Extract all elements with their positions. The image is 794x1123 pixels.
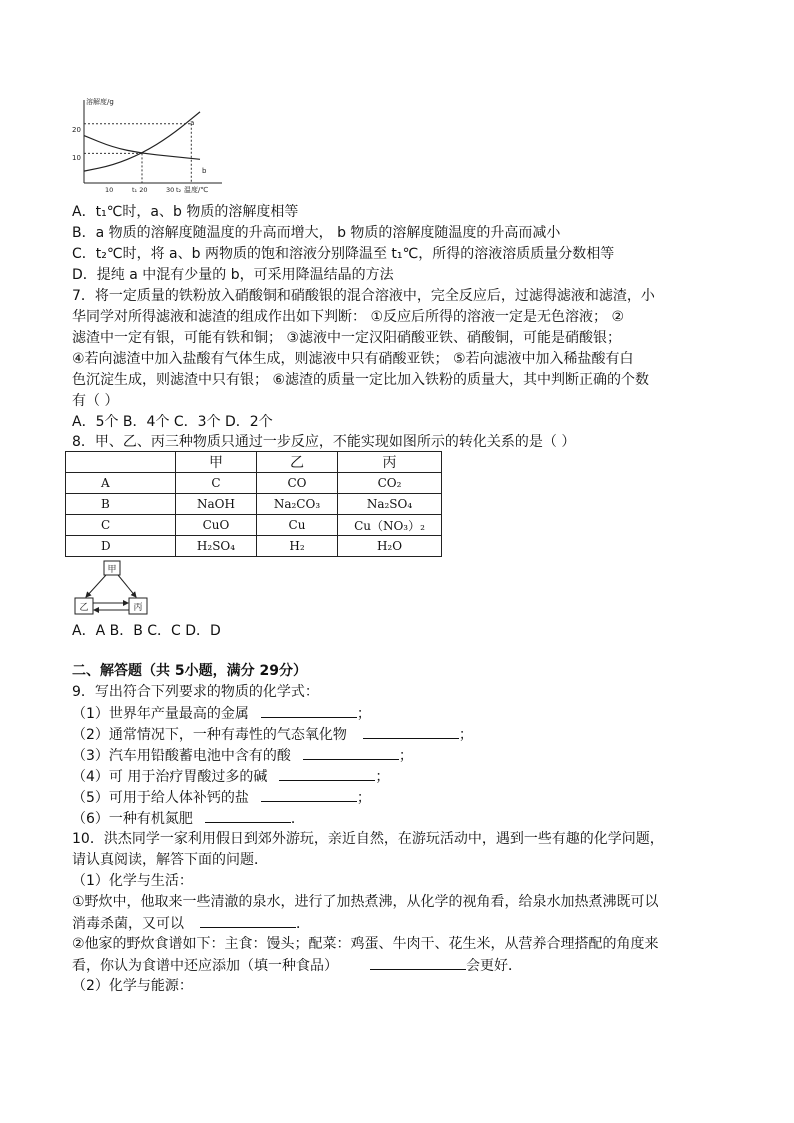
diagram-label-right: 丙 bbox=[133, 603, 143, 613]
table-cell: B bbox=[66, 494, 176, 515]
chart-ylabel: 溶解度/g bbox=[86, 98, 114, 106]
answer-blank[interactable] bbox=[205, 808, 291, 823]
q9-item-6 bbox=[72, 808, 305, 829]
table-row bbox=[66, 536, 442, 557]
table-header-row bbox=[66, 452, 442, 473]
table-header: 甲 bbox=[176, 452, 257, 473]
q7-line-3: 滤渣中一定有银，可能有铁和铜； ③滤液中一定汉阳硝酸亚铁、硝酸铜，可能是硝酸银； bbox=[72, 330, 621, 346]
answer-blank[interactable] bbox=[261, 703, 357, 718]
table-cell: D bbox=[66, 536, 176, 557]
q9-item-3 bbox=[72, 745, 413, 766]
q9-item-2 bbox=[72, 724, 473, 745]
q10-p2-end: 会更好． bbox=[466, 958, 522, 974]
q8-options: A．A B．B C．C D．D bbox=[72, 623, 221, 639]
chart-xtick-10: 10 bbox=[105, 186, 114, 194]
answer-blank[interactable] bbox=[370, 955, 466, 970]
q9-item-end: ； bbox=[375, 769, 390, 785]
q9-item-4 bbox=[72, 766, 389, 787]
chart-ytick-20: 20 bbox=[72, 126, 81, 134]
arrow-top-left bbox=[86, 575, 106, 597]
curve-b bbox=[84, 136, 200, 160]
q9-item-5 bbox=[72, 787, 371, 808]
q10-p1-text: 消毒杀菌，又可以 bbox=[72, 916, 184, 932]
diagram-label-top: 甲 bbox=[107, 565, 117, 575]
q10-p1-line-2 bbox=[72, 913, 310, 934]
q9-item-text: （2）通常情况下，一种有毒性的气态氧化物 bbox=[72, 727, 347, 743]
answer-blank[interactable] bbox=[279, 766, 375, 781]
answer-blank[interactable] bbox=[200, 913, 296, 928]
section-2-title: 二、解答题（共 5小题，满分 29分） bbox=[72, 663, 307, 679]
q6-option-b: B．a 物质的溶解度随温度的升高而增大， b 物质的溶解度随温度的升高而减小 bbox=[72, 225, 561, 241]
answer-blank[interactable] bbox=[303, 745, 399, 760]
curve-b-label: b bbox=[202, 167, 207, 175]
q10-p2-line-1: ②他家的野炊食谱如下：主食：馒头；配菜：鸡蛋、牛肉干、花生米，从营养合理搭配的角度来 bbox=[72, 936, 659, 952]
q9-item-text: （4）可 用于治疗胃酸过多的碱 bbox=[72, 769, 268, 785]
q9-item-end: ； bbox=[356, 790, 371, 806]
table-cell: Cu bbox=[257, 515, 338, 536]
conversion-table bbox=[65, 451, 442, 557]
table-cell: Cu（NO₃）₂ bbox=[338, 515, 442, 536]
q6-option-c: C．t₂℃时，将 a、b 两物质的饱和溶液分别降温至 t₁℃，所得的溶液溶质质量分数相等 bbox=[72, 246, 615, 262]
chart-xlabel: 温度/℃ bbox=[184, 186, 209, 194]
q10-line-1: 10．洪杰同学一家利用假日到郊外游玩，亲近自然，在游玩活动中，遇到一些有趣的化学问题， bbox=[72, 831, 664, 847]
table-cell: H₂SO₄ bbox=[176, 536, 257, 557]
q9-item-end: ． bbox=[290, 811, 305, 827]
q10-p1-line-1: ①野炊中，他取来一些清澈的泉水，进行了加热煮沸，从化学的视角看，给泉水加热煮沸既可以 bbox=[72, 894, 659, 910]
table-cell: CO bbox=[257, 473, 338, 494]
table-cell: C bbox=[66, 515, 176, 536]
table-header bbox=[66, 452, 176, 473]
q9-item-end: ； bbox=[356, 706, 371, 722]
table-cell: H₂ bbox=[257, 536, 338, 557]
table-row bbox=[66, 515, 442, 536]
table-cell: CO₂ bbox=[338, 473, 442, 494]
q9-item-1 bbox=[72, 703, 371, 724]
table-cell: H₂O bbox=[338, 536, 442, 557]
answer-blank[interactable] bbox=[363, 724, 459, 739]
q9-item-end: ； bbox=[398, 748, 413, 764]
chart-xtick-t2: t₂ bbox=[176, 186, 182, 194]
table-cell: Na₂SO₄ bbox=[338, 494, 442, 515]
table-cell: Na₂CO₃ bbox=[257, 494, 338, 515]
q10-p2-text: 看，你认为食谱中还应添加（填一种食品） bbox=[72, 958, 338, 974]
table-cell: C bbox=[176, 473, 257, 494]
solubility-chart bbox=[72, 95, 232, 198]
chart-xtick-t1: t₁ 20 bbox=[132, 186, 148, 194]
table-cell: CuO bbox=[176, 515, 257, 536]
answer-blank[interactable] bbox=[261, 787, 357, 802]
q9-item-text: （3）汽车用铅酸蓄电池中含有的酸 bbox=[72, 748, 291, 764]
q6-option-d: D．提纯 a 中混有少量的 b，可采用降温结晶的方法 bbox=[72, 267, 394, 283]
q7-line-5: 色沉淀生成，则滤渣中只有银； ⑥滤渣的质量一定比加入铁粉的质量大，其中判断正确的个数 bbox=[72, 372, 649, 388]
table-row bbox=[66, 473, 442, 494]
chart-marks bbox=[84, 112, 200, 183]
q10-sub-2: （2）化学与能源： bbox=[72, 978, 193, 994]
arrow-top-right bbox=[118, 575, 136, 597]
chart-ytick-10: 10 bbox=[72, 154, 81, 162]
q7-options: A．5个 B．4个 C．3个 D．2个 bbox=[72, 414, 273, 430]
q9-item-text: （6）一种有机氮肥 bbox=[72, 811, 193, 827]
q7-line-1: 7．将一定质量的铁粉放入硝酸铜和硝酸银的混合溶液中，完全反应后，过滤得滤液和滤渣，小 bbox=[72, 288, 655, 304]
diagram-label-left: 乙 bbox=[79, 603, 89, 613]
q6-option-a: A．t₁℃时，a、b 物质的溶解度相等 bbox=[72, 204, 299, 220]
q9-item-text: （1）世界年产量最高的金属 bbox=[72, 706, 249, 722]
table-header: 丙 bbox=[338, 452, 442, 473]
curve-a-label: a bbox=[190, 119, 195, 127]
q8-stem: 8．甲、乙、丙三种物质只通过一步反应，不能实现如图所示的转化关系的是（ ） bbox=[72, 434, 576, 450]
q10-sub-1: （1）化学与生活： bbox=[72, 873, 193, 889]
q9-item-end: ； bbox=[458, 727, 473, 743]
table-cell: A bbox=[66, 473, 176, 494]
q9-stem: 9．写出符合下列要求的物质的化学式： bbox=[72, 684, 319, 700]
table-cell: NaOH bbox=[176, 494, 257, 515]
q7-line-6: 有（ ） bbox=[72, 393, 119, 409]
q10-line-2: 请认真阅读，解答下面的问题． bbox=[72, 852, 268, 868]
chart-xtick-30: 30 bbox=[166, 186, 175, 194]
q7-line-4: ④若向滤渣中加入盐酸有气体生成，则滤液中只有硝酸亚铁； ⑤若向滤液中加入稀盐酸有白 bbox=[72, 351, 634, 367]
table-row bbox=[66, 494, 442, 515]
q10-p2-line-2 bbox=[72, 955, 522, 976]
q10-p1-end: ． bbox=[296, 916, 310, 932]
table-header: 乙 bbox=[257, 452, 338, 473]
q7-line-2: 华同学对所得滤液和滤渣的组成作出如下判断： ①反应后所得的溶液一定是无色溶液； ② bbox=[72, 309, 624, 325]
conversion-diagram bbox=[66, 560, 156, 620]
q9-item-text: （5）可用于给人体补钙的盐 bbox=[72, 790, 249, 806]
